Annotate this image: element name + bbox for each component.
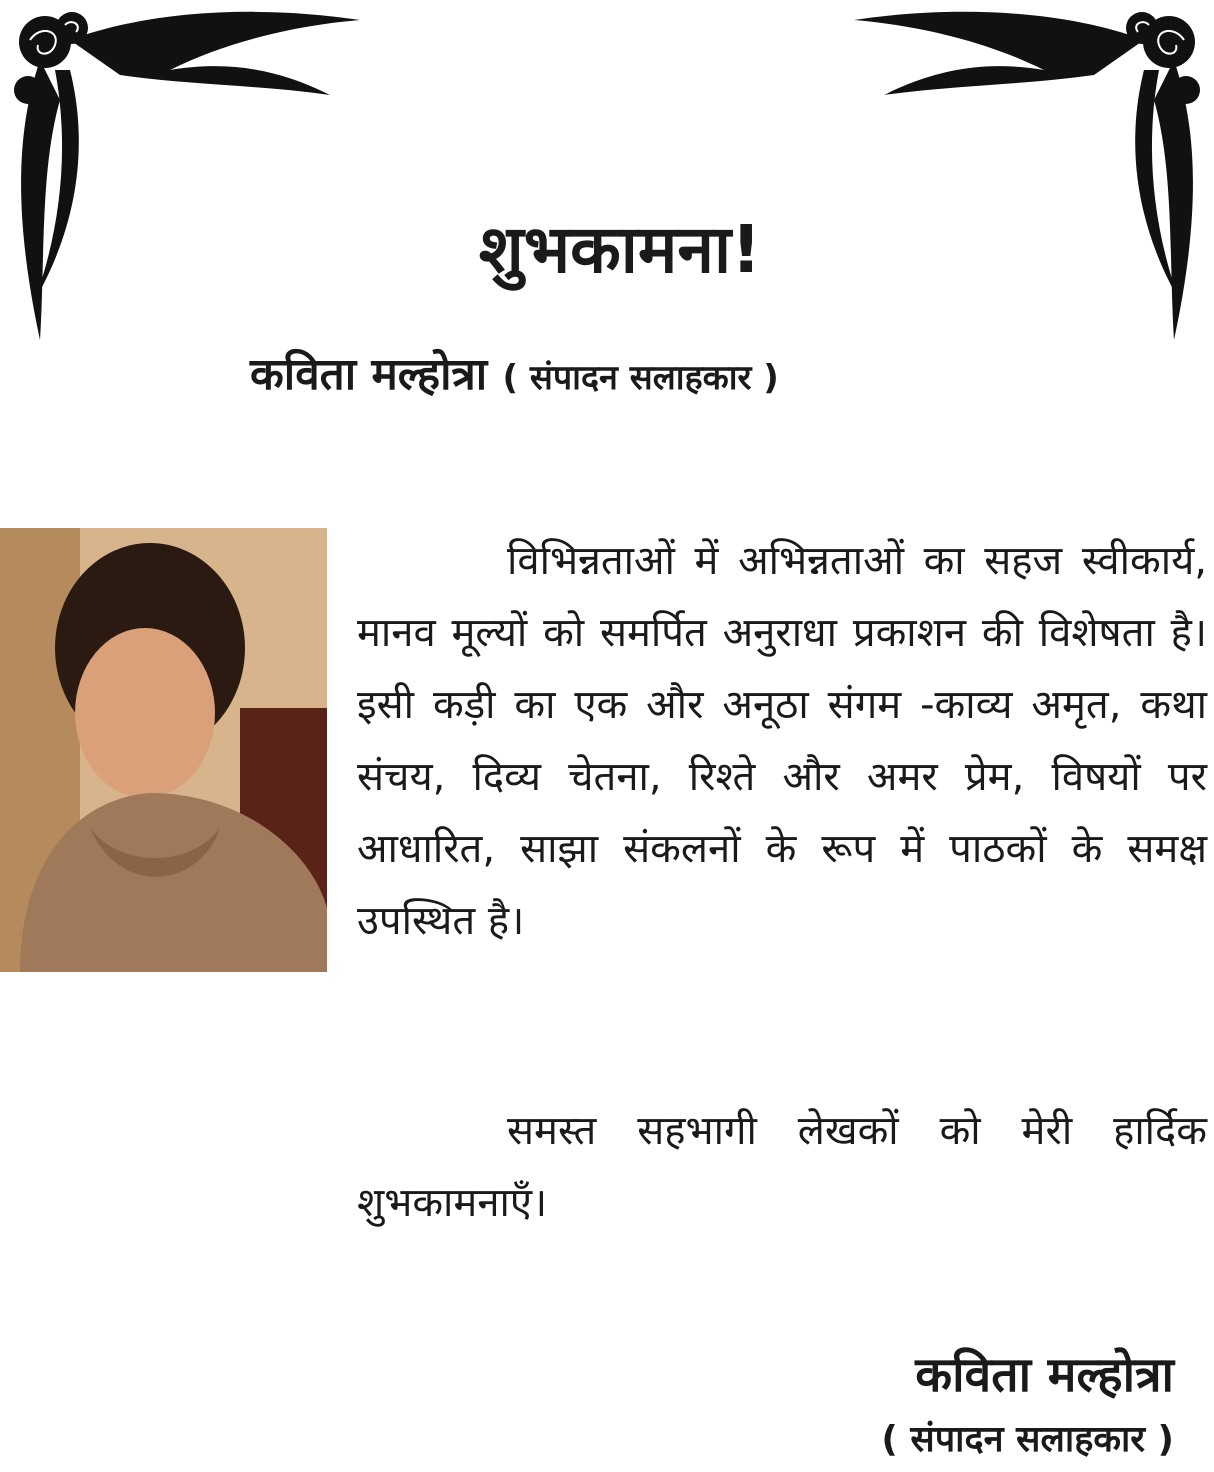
author-photo	[0, 528, 327, 972]
signature-block	[881, 1340, 1174, 1470]
signature-name: कविता मल्होत्रा	[915, 1347, 1174, 1403]
page-title: शुभकामना!	[478, 211, 762, 288]
body-paragraph-1: विभिन्नताओं में अभिन्नताओं का सहज स्वीकार्य, मानव मूल्यों को समर्पित अनुराधा प्रकाशन की विशेषता है। इसी कड़ी का एक और अनूठा संगम -काव्य अमृत, कथा संचय, दिव्य चेतना, रिश्ते और अमर प्रेम, विषयों पर आधारित, साझा संकलनों के रूप में पाठकों के समक्ष उपस्थित है।	[357, 538, 1207, 944]
body-paragraph-2: समस्त सहभागी लेखकों को मेरी हार्दिक शुभकामनाएँ।	[357, 1108, 1207, 1226]
signature-role: ( संपादन सलाहकार )	[881, 1419, 1174, 1460]
author-role: ( संपादन सलाहकार )	[502, 358, 779, 398]
author-name: कविता मल्होत्रा	[250, 349, 488, 400]
author-heading	[250, 340, 990, 413]
